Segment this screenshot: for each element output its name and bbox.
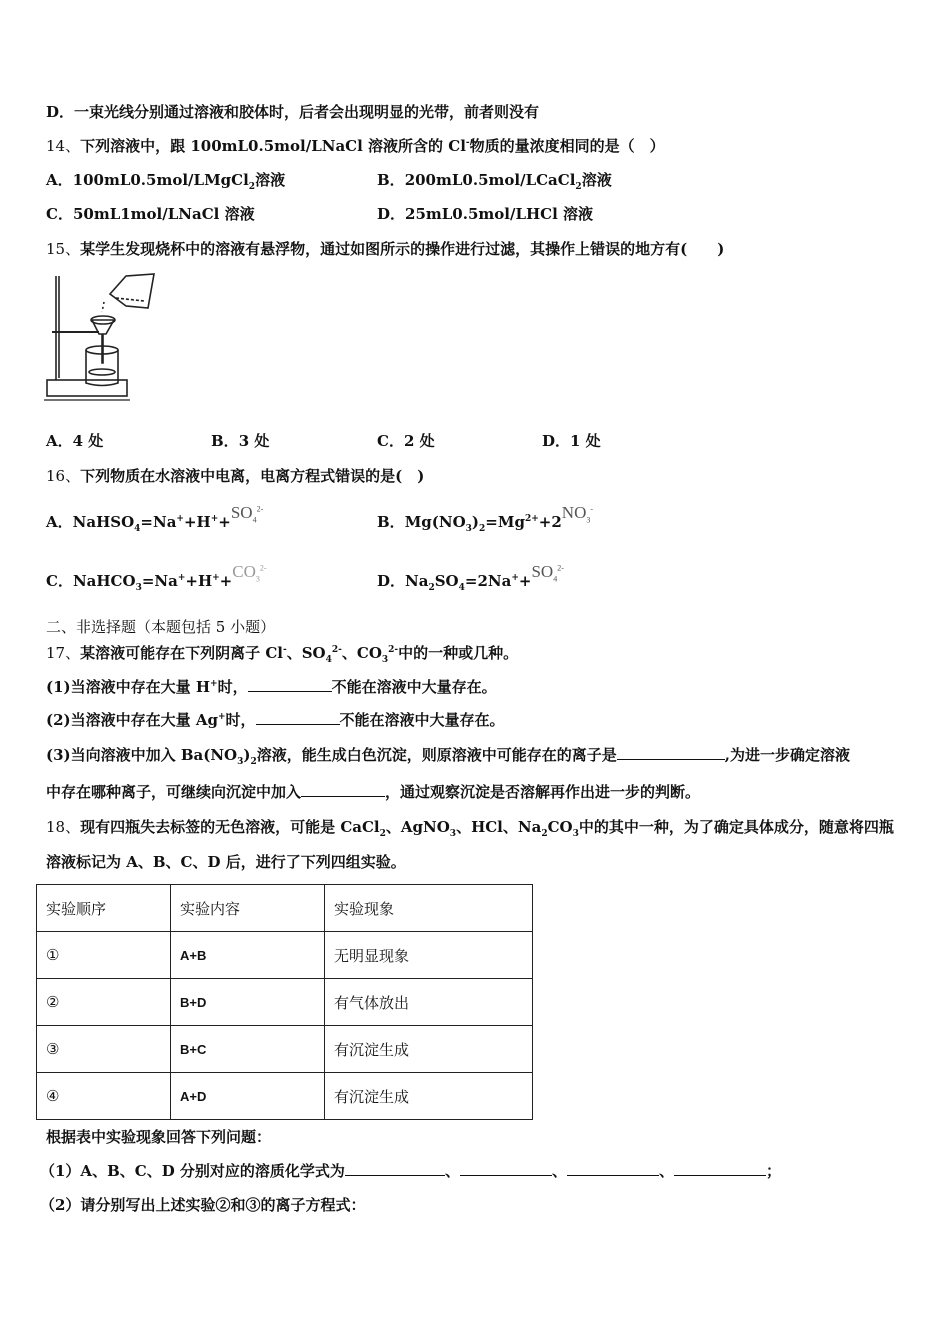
table-cell: 有沉淀生成 bbox=[325, 1026, 533, 1073]
formula: NaHCO bbox=[72, 572, 136, 590]
q14-option-d bbox=[377, 204, 593, 224]
ion-image bbox=[230, 503, 264, 525]
stem-text: 下列物质在水溶液中电离，电离方程式错误的是( ) bbox=[80, 467, 425, 485]
formula: NaHSO bbox=[72, 513, 135, 531]
answer-blank-a[interactable] bbox=[345, 1161, 445, 1176]
superscript: - bbox=[282, 645, 287, 655]
option-label: D． bbox=[377, 572, 406, 590]
option-label: D． bbox=[46, 103, 75, 121]
answer-blank[interactable] bbox=[301, 782, 385, 797]
ion-image bbox=[531, 562, 564, 584]
formula: +H bbox=[183, 513, 211, 531]
formula: +H bbox=[185, 572, 213, 590]
question-number: 15、 bbox=[46, 240, 81, 258]
ion: NO bbox=[561, 503, 587, 522]
q15-option-c bbox=[377, 431, 435, 451]
subscript: 3 bbox=[255, 574, 260, 584]
superscript: 2- bbox=[331, 645, 342, 655]
q17-part-2 bbox=[46, 710, 505, 730]
subscript: 3 bbox=[381, 655, 389, 665]
superscript: - bbox=[465, 138, 470, 148]
subscript: 2 bbox=[248, 182, 256, 192]
answer-blank[interactable] bbox=[256, 710, 340, 725]
filtration-apparatus-figure bbox=[44, 268, 159, 406]
option-text: 溶液 bbox=[255, 171, 286, 189]
separator: 、 bbox=[658, 1162, 674, 1180]
option-text: 1 处 bbox=[570, 432, 601, 450]
subscript: 4 bbox=[134, 524, 141, 534]
q14-option-a bbox=[46, 170, 285, 190]
stem-text: 中的其中一种，为了确定具体成分，随意将四瓶 bbox=[578, 818, 894, 836]
option-label: C． bbox=[377, 432, 404, 450]
answer-blank-d[interactable] bbox=[674, 1161, 766, 1176]
q14-stem bbox=[46, 136, 665, 156]
ion-image bbox=[561, 503, 594, 525]
formula: + bbox=[219, 572, 233, 590]
separator: ； bbox=[765, 1162, 781, 1180]
superscript: + bbox=[210, 514, 219, 524]
subscript: 3 bbox=[572, 829, 579, 839]
subscript: 4 bbox=[252, 515, 257, 525]
q16-option-d bbox=[377, 562, 564, 593]
option-label: B． bbox=[211, 432, 239, 450]
q18-part-2: （2）请分别写出上述实验②和③的离子方程式： bbox=[40, 1196, 366, 1214]
option-text: 100mL0.5mol/LMgCl bbox=[72, 171, 249, 189]
subscript: 3 bbox=[135, 583, 142, 593]
stem-text: 下列溶液中，跟 bbox=[80, 137, 191, 155]
subscript: 2 bbox=[541, 829, 548, 839]
pouring-beaker bbox=[110, 274, 154, 308]
subscript: 3 bbox=[237, 757, 244, 767]
table-cell: ④ bbox=[37, 1073, 171, 1120]
q15-stem bbox=[46, 239, 724, 259]
superscript: 2- bbox=[388, 645, 399, 655]
formula: ) bbox=[471, 513, 480, 531]
stem-text: 现有四瓶失去标签的无色溶液，可能是 CaCl bbox=[80, 818, 380, 836]
subscript: 2 bbox=[479, 524, 486, 534]
part-text: 不能在溶液中大量存在。 bbox=[339, 711, 505, 729]
table-row bbox=[37, 932, 533, 979]
formula: =Na bbox=[140, 513, 177, 531]
table-cell: A+B bbox=[171, 932, 325, 979]
option-text: 50mL1mol/LNaCl 溶液 bbox=[72, 205, 255, 223]
subscript: 2 bbox=[379, 829, 386, 839]
subscript: 4 bbox=[325, 655, 332, 665]
ion-image bbox=[232, 562, 267, 584]
stem-text: 、CO bbox=[341, 644, 382, 662]
q13-option-d bbox=[46, 102, 539, 122]
part-text: (3)当向溶液中加入 Ba(NO bbox=[46, 746, 238, 764]
subscript: 3 bbox=[465, 524, 472, 534]
table-row bbox=[37, 1073, 533, 1120]
q14-option-c bbox=[46, 204, 255, 224]
q15-option-d bbox=[542, 431, 601, 451]
formula: =2Na bbox=[464, 572, 512, 590]
q18-instruction: 根据表中实验现象回答下列问题： bbox=[46, 1128, 272, 1146]
q16-stem bbox=[46, 466, 424, 486]
ion: SO bbox=[230, 503, 253, 522]
option-text: 3 处 bbox=[238, 432, 270, 450]
stem-text: 物质的量浓度相同的是（ ） bbox=[469, 137, 665, 155]
subscript: 2 bbox=[250, 757, 257, 767]
stem-text: 某溶液可能存在下列阴离子 Cl bbox=[80, 644, 283, 662]
superscript: 2- bbox=[259, 563, 267, 573]
superscript: + bbox=[210, 679, 218, 689]
superscript: + bbox=[511, 573, 519, 583]
answer-blank-c[interactable] bbox=[567, 1161, 659, 1176]
option-label: A． bbox=[46, 432, 73, 450]
q18-part-1 bbox=[40, 1161, 781, 1181]
part-text: 时， bbox=[225, 711, 256, 729]
table-header: 实验现象 bbox=[325, 885, 533, 932]
option-label: A． bbox=[46, 171, 73, 189]
part-text: ，通过观察沉淀是否溶解再作出进一步的判断。 bbox=[385, 783, 701, 801]
q18-stem-cont: 溶液标记为 A、B、C、D 后，进行了下列四组实验。 bbox=[46, 853, 406, 871]
answer-blank[interactable] bbox=[617, 745, 725, 760]
table-row bbox=[37, 979, 533, 1026]
option-label: D． bbox=[377, 205, 406, 223]
table-cell: 无明显现象 bbox=[325, 932, 533, 979]
superscript: + bbox=[217, 712, 226, 722]
table-cell: 有气体放出 bbox=[325, 979, 533, 1026]
q18-stem bbox=[46, 817, 894, 837]
answer-blank[interactable] bbox=[248, 677, 332, 692]
superscript: 2- bbox=[557, 563, 564, 573]
part-text: (2)当溶液中存在大量 Ag bbox=[46, 711, 218, 729]
stand-base bbox=[47, 380, 127, 396]
q17-part-1 bbox=[46, 677, 497, 697]
option-text: 溶液 bbox=[581, 171, 612, 189]
subscript: 4 bbox=[553, 574, 558, 584]
superscript: + bbox=[212, 573, 220, 583]
formula: + bbox=[218, 513, 231, 531]
q17-part-3-cont bbox=[46, 782, 700, 802]
q15-option-b bbox=[211, 431, 269, 451]
separator: 、 bbox=[551, 1162, 567, 1180]
table-cell: ① bbox=[37, 932, 171, 979]
separator: 、 bbox=[444, 1162, 460, 1180]
superscript: + bbox=[176, 514, 184, 524]
table-cell: A+D bbox=[171, 1073, 325, 1120]
q17-stem bbox=[46, 643, 518, 663]
funnel bbox=[92, 320, 114, 363]
formula: Na bbox=[405, 572, 429, 590]
table-cell: ② bbox=[37, 979, 171, 1026]
option-label: D． bbox=[542, 432, 571, 450]
option-label: C． bbox=[46, 205, 73, 223]
q16-option-a bbox=[46, 503, 264, 534]
part-text: 中存在哪种离子，可继续向沉淀中加入 bbox=[46, 783, 302, 801]
subscript: 3 bbox=[449, 829, 457, 839]
q16-option-c bbox=[46, 562, 267, 593]
part-text: ) bbox=[243, 746, 251, 764]
q17-part-3 bbox=[46, 745, 850, 765]
ion: SO bbox=[531, 562, 554, 581]
table-cell: B+C bbox=[171, 1026, 325, 1073]
superscript: 2+ bbox=[524, 514, 539, 524]
option-label: A． bbox=[46, 513, 73, 531]
q15-option-a bbox=[46, 431, 103, 451]
table-cell: B+D bbox=[171, 979, 325, 1026]
stem-text: 100mL0.5mol/LNaCl bbox=[190, 137, 363, 155]
subscript: 3 bbox=[586, 515, 591, 525]
option-text: 25mL0.5mol/LHCl 溶液 bbox=[405, 205, 594, 223]
question-number: 14、 bbox=[46, 137, 81, 155]
formula: =Na bbox=[141, 572, 178, 590]
stem-text: 中的一种或几种。 bbox=[398, 644, 519, 662]
option-label: B． bbox=[377, 513, 405, 531]
subscript: 2 bbox=[575, 182, 582, 192]
stem-text: 、AgNO bbox=[385, 818, 450, 836]
formula: SO bbox=[434, 572, 459, 590]
option-label: B． bbox=[377, 171, 405, 189]
table-row bbox=[37, 1026, 533, 1073]
part-text: （1）A、B、C、D 分别对应的溶质化学式为 bbox=[40, 1162, 345, 1180]
table-header: 实验顺序 bbox=[37, 885, 171, 932]
q16-option-b bbox=[377, 503, 594, 534]
formula: +2 bbox=[538, 513, 562, 531]
q14-option-b bbox=[377, 170, 612, 190]
option-text: 200mL0.5mol/LCaCl bbox=[404, 171, 576, 189]
option-text: 一束光线分别通过溶液和胶体时，后者会出现明显的光带，前者则没有 bbox=[74, 103, 540, 121]
table-cell: ③ bbox=[37, 1026, 171, 1073]
subscript: 4 bbox=[458, 583, 465, 593]
ion: CO bbox=[232, 562, 256, 581]
experiment-table bbox=[36, 884, 533, 1120]
stem-text: CO bbox=[547, 818, 573, 836]
option-text: 4 处 bbox=[72, 432, 104, 450]
formula: Mg(NO bbox=[404, 513, 466, 531]
option-text: 2 处 bbox=[403, 432, 435, 450]
option-label: C． bbox=[46, 572, 73, 590]
superscript: + bbox=[177, 573, 186, 583]
question-number: 17、 bbox=[46, 644, 81, 662]
part-text: ,为进一步确定溶液 bbox=[724, 746, 851, 764]
question-number: 18、 bbox=[46, 818, 81, 836]
subscript: 2 bbox=[428, 583, 435, 593]
stem-text: 某学生发现烧杯中的溶液有悬浮物，通过如图所示的操作进行过滤，其操作上错误的地方有( ) bbox=[80, 240, 725, 258]
question-number: 16、 bbox=[46, 467, 81, 485]
section-2-title: 二、非选择题（本题包括 5 小题） bbox=[46, 618, 276, 636]
part-text: 溶液，能生成白色沉淀，则原溶液中可能存在的离子是 bbox=[256, 746, 617, 764]
answer-blank-b[interactable] bbox=[460, 1161, 552, 1176]
table-header: 实验内容 bbox=[171, 885, 325, 932]
table-header-row bbox=[37, 885, 533, 932]
formula: + bbox=[518, 572, 532, 590]
part-text: 时， bbox=[217, 678, 248, 696]
stem-text: 、HCl、Na bbox=[456, 818, 542, 836]
superscript: - bbox=[590, 504, 594, 514]
formula: =Mg bbox=[485, 513, 525, 531]
part-text: 不能在溶液中大量存在。 bbox=[331, 678, 497, 696]
stem-text: 溶液所含的 Cl bbox=[362, 137, 466, 155]
table-cell: 有沉淀生成 bbox=[325, 1073, 533, 1120]
part-text: (1)当溶液中存在大量 H bbox=[46, 678, 211, 696]
superscript: 2- bbox=[256, 504, 264, 514]
stem-text: 、SO bbox=[286, 644, 326, 662]
